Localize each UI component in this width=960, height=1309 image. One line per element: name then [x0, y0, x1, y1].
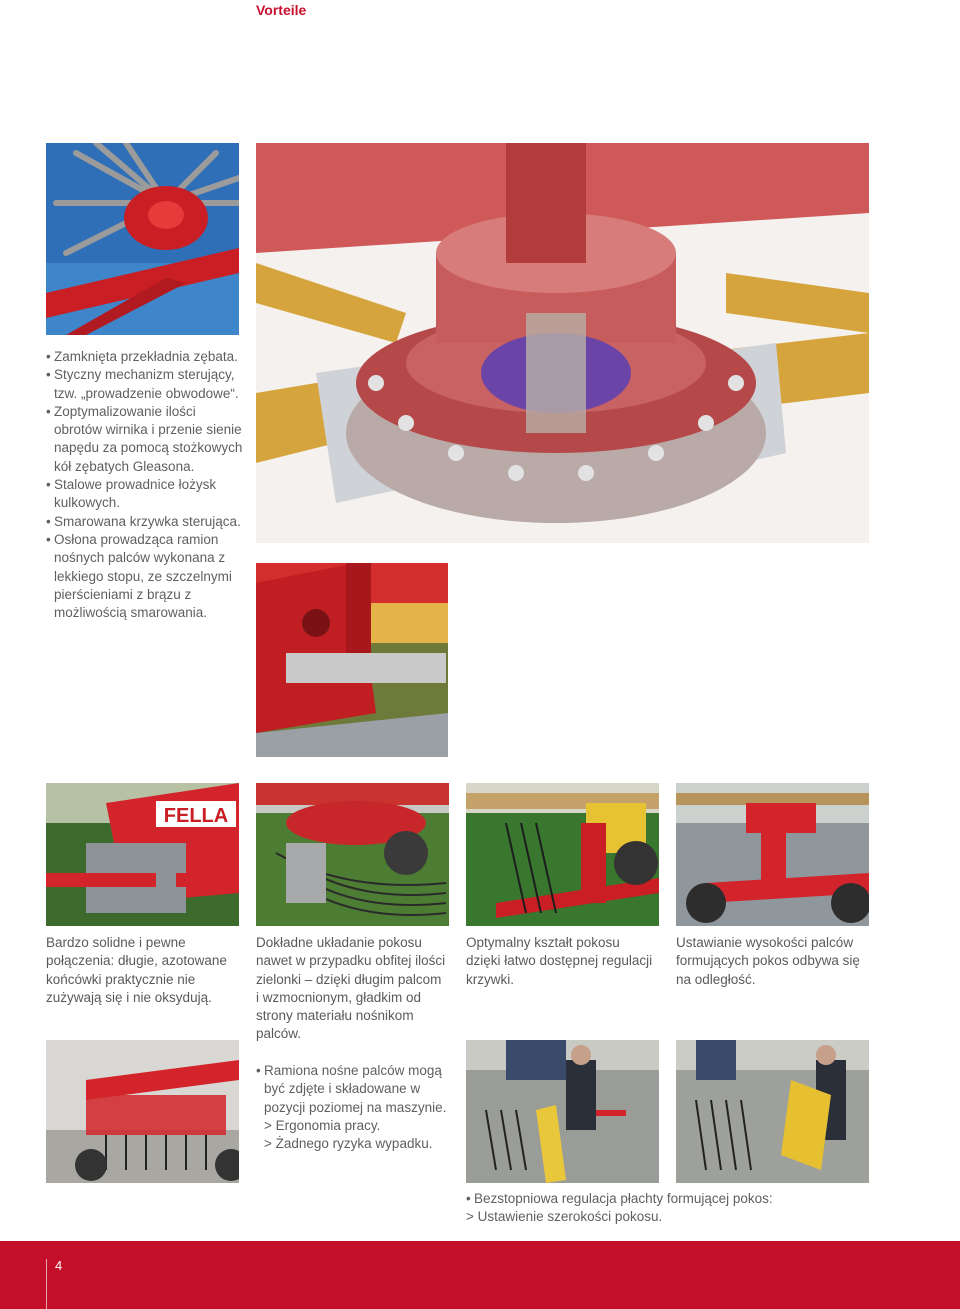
features-list: [46, 348, 246, 622]
list-item: • Smarowana krzywka sterująca.: [46, 513, 246, 531]
caption-precise-swath: Dokładne układanie pokosu nawet w przypadku obfitej ilości zielonki – dzięki długim palcom i wzmocnionym, gładkim od strony materiału nośnikom palców.: [256, 935, 446, 1042]
caption-height-adjust: Ustawianie wysokości palców formujących pokos odbywa się na odległość.: [676, 935, 860, 987]
list-item: • Stalowe prowadnice łożysk kulkowych.: [46, 476, 246, 513]
list-item: • Styczny mechanizm sterujący, tzw. „prowadzenie obwodowe“.: [46, 366, 246, 403]
removable-arms-list: [256, 1062, 451, 1117]
photo-fella-rotor: [46, 783, 239, 926]
photo-folded-arms: [46, 1040, 239, 1183]
removable-arms-line: > Żadnego ryzyka wypadku.: [264, 1136, 433, 1152]
caption-solid-connections: Bardzo solidne i pewne połączenia: długie, azotowane końcówki praktycznie nie zużywają się i nie oksydują.: [46, 935, 227, 1005]
photo-rotor-top: [46, 143, 239, 335]
removable-arms-line: > Ergonomia pracy.: [264, 1117, 381, 1133]
photo-gearbox-cutaway: [256, 143, 869, 543]
page-number: 4: [55, 1258, 63, 1273]
photo-height-adjust: [676, 783, 869, 926]
list-item: • Zamknięta przekładnia zębata.: [46, 348, 246, 366]
caption-optimal-cam: Optymalny kształt pokosu dzięki łatwo dostępnej regulacji krzywki.: [466, 935, 653, 987]
photo-cam-adjust: [466, 783, 659, 926]
photo-gearbox-closeup: [256, 563, 448, 757]
swath-width-line: > Ustawienie szerokości pokosu.: [466, 1209, 663, 1225]
photo-tine-arms: [256, 783, 449, 926]
photo-swath-curtain-lever: [466, 1040, 659, 1183]
footer-band: [0, 1241, 960, 1309]
list-item: • Osłona prowadząca ramion nośnych palców wykonana z lekkiego stopu, ze szczelnymi pierścieniami z brązu z możliwością smarowania.: [46, 531, 246, 622]
fella-logo: FELLA: [163, 805, 229, 827]
removable-arms-bullet: • Ramiona nośne palców mogą być zdjęte i składowane w pozycji poziomej na maszynie.: [256, 1062, 451, 1117]
section-title: Vorteile: [256, 2, 307, 18]
list-item: • Zoptymalizowanie ilości obrotów wirnika i przenie sienie napędu za pomocą stożkowych kół zębatych Gleasona.: [46, 403, 246, 476]
swath-width-bullet: • Bezstopniowa regulacja płachty formującej pokos:: [466, 1190, 866, 1208]
photo-swath-curtain-panel: [676, 1040, 869, 1183]
footer-divider: [46, 1259, 47, 1309]
swath-width-list: [466, 1190, 866, 1208]
